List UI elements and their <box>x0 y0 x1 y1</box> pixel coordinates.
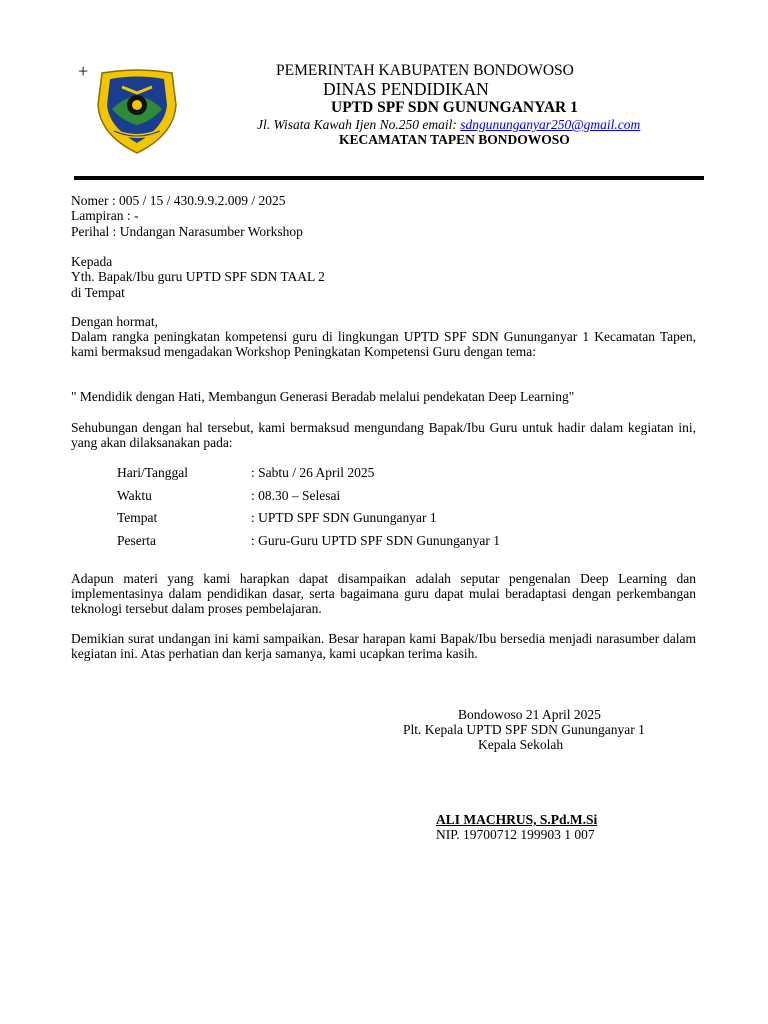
email-link[interactable]: sdngununganyar250@gmail.com <box>460 117 641 132</box>
letter-attachment: Lampiran : - <box>71 208 139 223</box>
signature-position: Plt. Kepala UPTD SPF SDN Gununganyar 1 <box>403 722 645 737</box>
plus-mark: + <box>78 61 89 81</box>
greeting: Dengan hormat, <box>71 314 158 329</box>
signature-title: Kepala Sekolah <box>478 737 564 752</box>
paragraph-closing: Demikian surat undangan ini kami sampaikan. Besar harapan kami Bapak/Ibu bersedia menjadi narasumber dalam kegiatan ini. Atas perhatian dan kerja samanya, kami ucapkan terima kasih. <box>71 631 696 661</box>
detail-label-time: Waktu <box>117 488 152 503</box>
detail-label-date: Hari/Tanggal <box>117 465 189 480</box>
paragraph-invitation: Sehubungan dengan hal tersebut, kami bermaksud mengundang Bapak/Ibu Guru untuk hadir dalam kegiatan ini, yang akan dilaksanakan pada: <box>71 420 696 450</box>
letter-subject: Perihal : Undangan Narasumber Workshop <box>71 224 303 239</box>
detail-label-place: Tempat <box>117 510 158 525</box>
workshop-theme: " Mendidik dengan Hati, Membangun Generasi Beradab melalui pendekatan Deep Learning" <box>71 389 575 404</box>
signature-place-date: Bondowoso 21 April 2025 <box>458 707 601 722</box>
letterhead-district: KECAMATAN TAPEN BONDOWOSO <box>339 132 570 147</box>
detail-label-participants: Peserta <box>117 533 156 548</box>
detail-value-date: : Sabtu / 26 April 2025 <box>251 465 375 480</box>
recipient-to: Kepada <box>71 254 113 269</box>
signer-nip: NIP. 19700712 199903 1 007 <box>436 827 595 842</box>
letterhead-school: UPTD SPF SDN GUNUNGANYAR 1 <box>331 99 578 116</box>
detail-value-place: : UPTD SPF SDN Gununganyar 1 <box>251 510 437 525</box>
recipient-place: di Tempat <box>71 285 125 300</box>
letterhead-address <box>257 118 640 132</box>
address-text: Jl. Wisata Kawah Ijen No.250 email: <box>257 117 461 132</box>
detail-value-participants: : Guru-Guru UPTD SPF SDN Gununganyar 1 <box>251 533 500 548</box>
bondowoso-emblem-icon <box>92 65 182 155</box>
paragraph-intro: Dalam rangka peningkatan kompetensi guru di lingkungan UPTD SPF SDN Gununganyar 1 Kecamatan Tapen, kami bermaksud mengadakan Workshop Peningkatan Kompetensi Guru dengan tema: <box>71 329 696 359</box>
letter-number: Nomer : 005 / 15 / 430.9.9.2.009 / 2025 <box>71 193 286 208</box>
signer-name: ALI MACHRUS, S.Pd.M.Si <box>436 812 598 827</box>
letterhead-divider <box>74 176 704 180</box>
letterhead-government: PEMERINTAH KABUPATEN BONDOWOSO <box>276 62 574 79</box>
detail-value-time: : 08.30 – Selesai <box>251 488 341 503</box>
recipient-name: Yth. Bapak/Ibu guru UPTD SPF SDN TAAL 2 <box>71 269 325 284</box>
paragraph-material: Adapun materi yang kami harapkan dapat disampaikan adalah seputar pengenalan Deep Learning dan implementasinya dalam pendidikan dasar, serta bagaimana guru dapat mulai beradaptasi dengan perkembangan teknologi tersebut dalam proses pembelajaran. <box>71 571 696 616</box>
letterhead-department: DINAS PENDIDIKAN <box>323 79 489 99</box>
